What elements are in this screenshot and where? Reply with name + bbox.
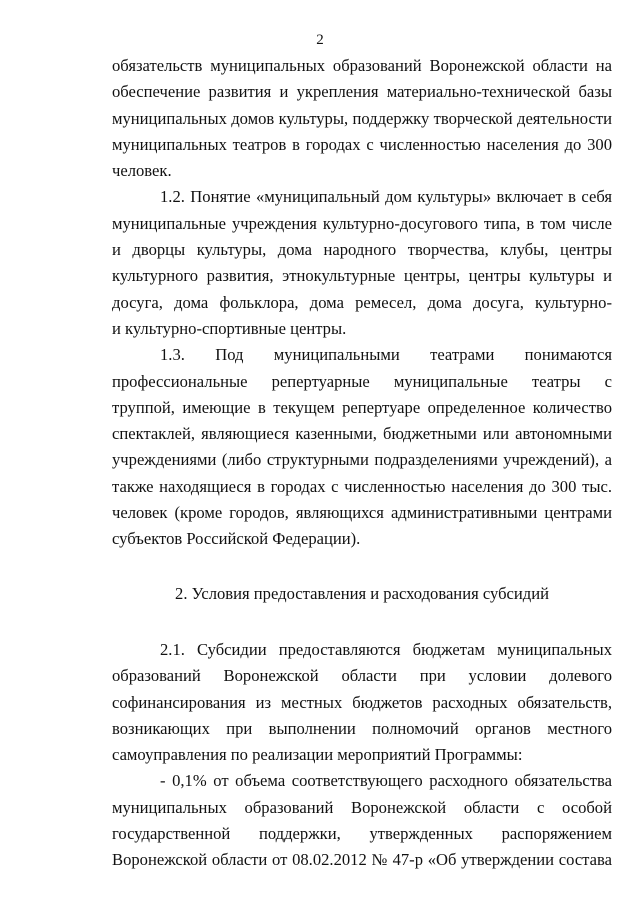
- text-line: софинансирования из местных бюджетов расходных обязательств,: [112, 692, 612, 712]
- paragraph-2-1: [112, 637, 612, 768]
- text-line: муниципальные учреждения культурно-досугового типа, в том числе: [112, 213, 612, 233]
- text-line: государственной поддержки, утвержденных распоряжением: [112, 824, 612, 844]
- text-line: 1.2. Понятие «муниципальный дом культуры» включает в себя: [160, 187, 612, 207]
- text-line: самоуправления по реализации мероприятий Программы:: [112, 745, 523, 765]
- document-body: [112, 53, 612, 874]
- section-heading: 2. Условия предоставления и расходования субсидий: [175, 583, 549, 603]
- text-line: также находящиеся в городах с численностью населения до 300 тыс.: [112, 476, 612, 496]
- text-line: учреждениями (либо структурными подразделениями учреждений), а: [112, 450, 612, 470]
- paragraph-1-2: [112, 184, 612, 342]
- text-line: 1.3. Под муниципальными театрами понимаются: [160, 345, 612, 365]
- text-line: спектаклей, являющиеся казенными, бюджетными или автономными: [112, 424, 612, 444]
- text-line: возникающих при выполнении полномочий органов местного: [112, 718, 612, 738]
- text-line: обязательств муниципальных образований Воронежской области на: [112, 56, 612, 75]
- text-line: и культурно-спортивные центры.: [112, 318, 347, 338]
- text-line: человек (кроме городов, являющихся административными центрами: [112, 503, 612, 523]
- paragraph-bullet: [112, 768, 612, 873]
- text-line: субъектов Российской Федерации).: [112, 529, 361, 549]
- paragraph-continuation: [112, 53, 612, 184]
- text-line: и дворцы культуры, дома народного творчества, клубы, центры: [112, 240, 612, 260]
- text-line: труппой, имеющие в текущем репертуаре определенное количество: [112, 397, 612, 417]
- spacer: [112, 553, 612, 581]
- page-number: 2: [316, 32, 324, 48]
- text-line: - 0,1% от объема соответствующего расходного обязательства: [160, 771, 612, 791]
- spacer: [112, 607, 612, 637]
- text-line: обеспечение развития и укрепления материально-технической базы: [112, 82, 612, 102]
- text-line: культурного развития, этнокультурные центры, центры культуры и: [112, 266, 612, 286]
- text-line: муниципальных образований Воронежской области с особой: [112, 797, 612, 817]
- text-line: человек.: [112, 161, 172, 181]
- text-line: муниципальных домов культуры, поддержку творческой деятельности: [112, 108, 612, 128]
- text-line: профессиональные репертуарные муниципальные театры с: [112, 371, 612, 391]
- text-line: муниципальных театров в городах с численностью населения до 300: [112, 134, 612, 154]
- text-line: 2.1. Субсидии предоставляются бюджетам муниципальных: [160, 639, 612, 659]
- text-line: образований Воронежской области при условии долевого: [112, 666, 612, 686]
- text-line: досуга, дома фольклора, дома ремесел, дома досуга, культурно-: [112, 292, 612, 312]
- paragraph-1-3: [112, 342, 612, 552]
- text-line: Воронежской области от 08.02.2012 № 47-р «Об утверждении состава: [112, 850, 612, 870]
